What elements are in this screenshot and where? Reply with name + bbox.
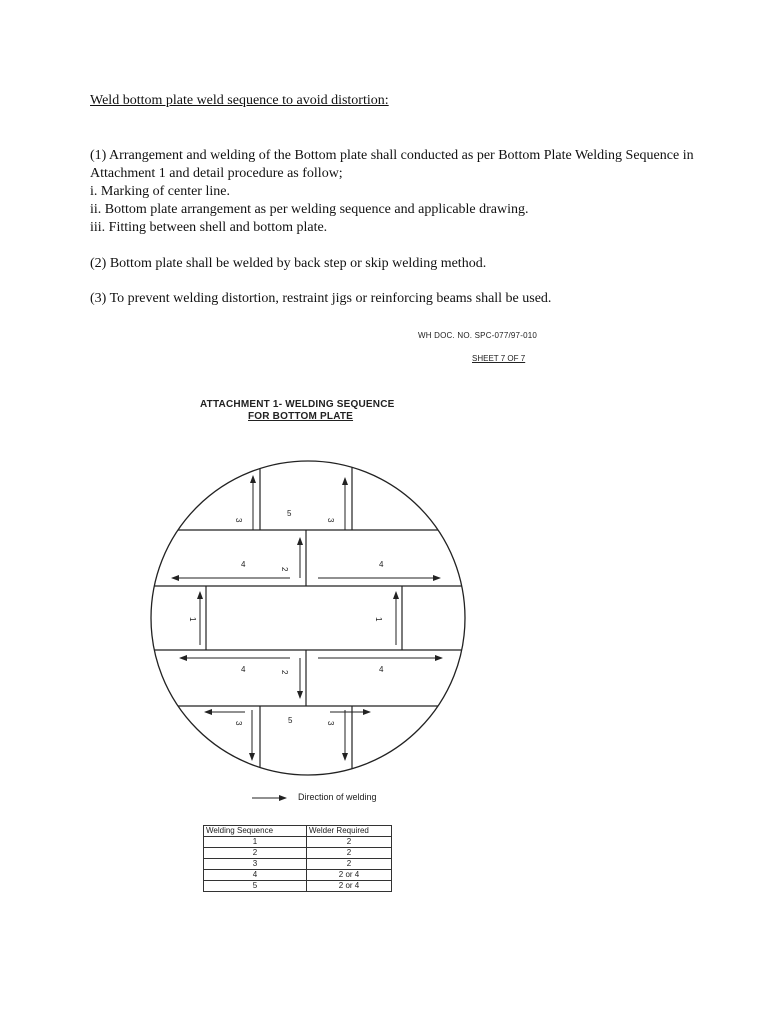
- table-row: [204, 837, 392, 848]
- table-row: [204, 870, 392, 881]
- label-upper-center-2: 2: [280, 567, 289, 572]
- table-cell: 2 or 4: [307, 881, 392, 892]
- welder-requirement-table: [203, 825, 392, 892]
- table-cell: 1: [204, 837, 307, 848]
- paragraph-1-text: (1) Arrangement and welding of the Bottom plate shall conducted as per Bottom Plate Welding Sequence in Attachment 1 and detail procedure as follow;: [90, 148, 694, 181]
- label-top-right-3: 3: [326, 518, 335, 523]
- list-item-i: i. Marking of center line.: [90, 184, 230, 199]
- table-cell: 2: [307, 848, 392, 859]
- column-header-sequence: Welding Sequence: [204, 826, 307, 837]
- table-row: [204, 859, 392, 870]
- attachment-title-line-2: FOR BOTTOM PLATE: [248, 411, 354, 422]
- section-heading: Weld bottom plate weld sequence to avoid distortion:: [90, 93, 389, 108]
- label-upper-left-4: 4: [241, 560, 246, 569]
- legend-label: Direction of welding: [298, 792, 377, 802]
- table-row: [204, 881, 392, 892]
- label-bottom-5: 5: [288, 716, 293, 725]
- table-cell: 5: [204, 881, 307, 892]
- table-row: [204, 848, 392, 859]
- list-item-iii: iii. Fitting between shell and bottom plate.: [90, 220, 328, 235]
- attachment-title-line-1: ATTACHMENT 1- WELDING SEQUENCE: [200, 399, 395, 410]
- table-cell: 4: [204, 870, 307, 881]
- label-top-5: 5: [287, 509, 292, 518]
- procedure-paragraph-3: (3) To prevent welding distortion, restraint jigs or reinforcing beams shall be used.: [90, 291, 552, 306]
- label-left-1: 1: [188, 617, 197, 622]
- list-item-ii: ii. Bottom plate arrangement as per welding sequence and applicable drawing.: [90, 202, 529, 217]
- label-lower-right-4: 4: [379, 665, 384, 674]
- table-cell: 2: [307, 837, 392, 848]
- label-lower-left-4: 4: [241, 665, 246, 674]
- table-cell: 2: [307, 859, 392, 870]
- table-header-row: [204, 826, 392, 837]
- label-upper-right-4: 4: [379, 560, 384, 569]
- label-bottom-right-3: 3: [326, 721, 335, 726]
- column-header-welders: Welder Required: [307, 826, 392, 837]
- table-cell: 2: [204, 848, 307, 859]
- sequence-numbers: [188, 509, 384, 726]
- label-top-left-3: 3: [234, 518, 243, 523]
- table-cell: 3: [204, 859, 307, 870]
- label-right-1: 1: [374, 617, 383, 622]
- label-bottom-left-3: 3: [234, 721, 243, 726]
- procedure-paragraph-2: (2) Bottom plate shall be welded by back step or skip welding method.: [90, 256, 487, 271]
- label-lower-center-2: 2: [280, 670, 289, 675]
- document-number: WH DOC. NO. SPC-077/97-010: [418, 331, 538, 340]
- table-cell: 2 or 4: [307, 870, 392, 881]
- sheet-number: SHEET 7 OF 7: [472, 354, 526, 363]
- tank-bottom-outline: [151, 461, 465, 775]
